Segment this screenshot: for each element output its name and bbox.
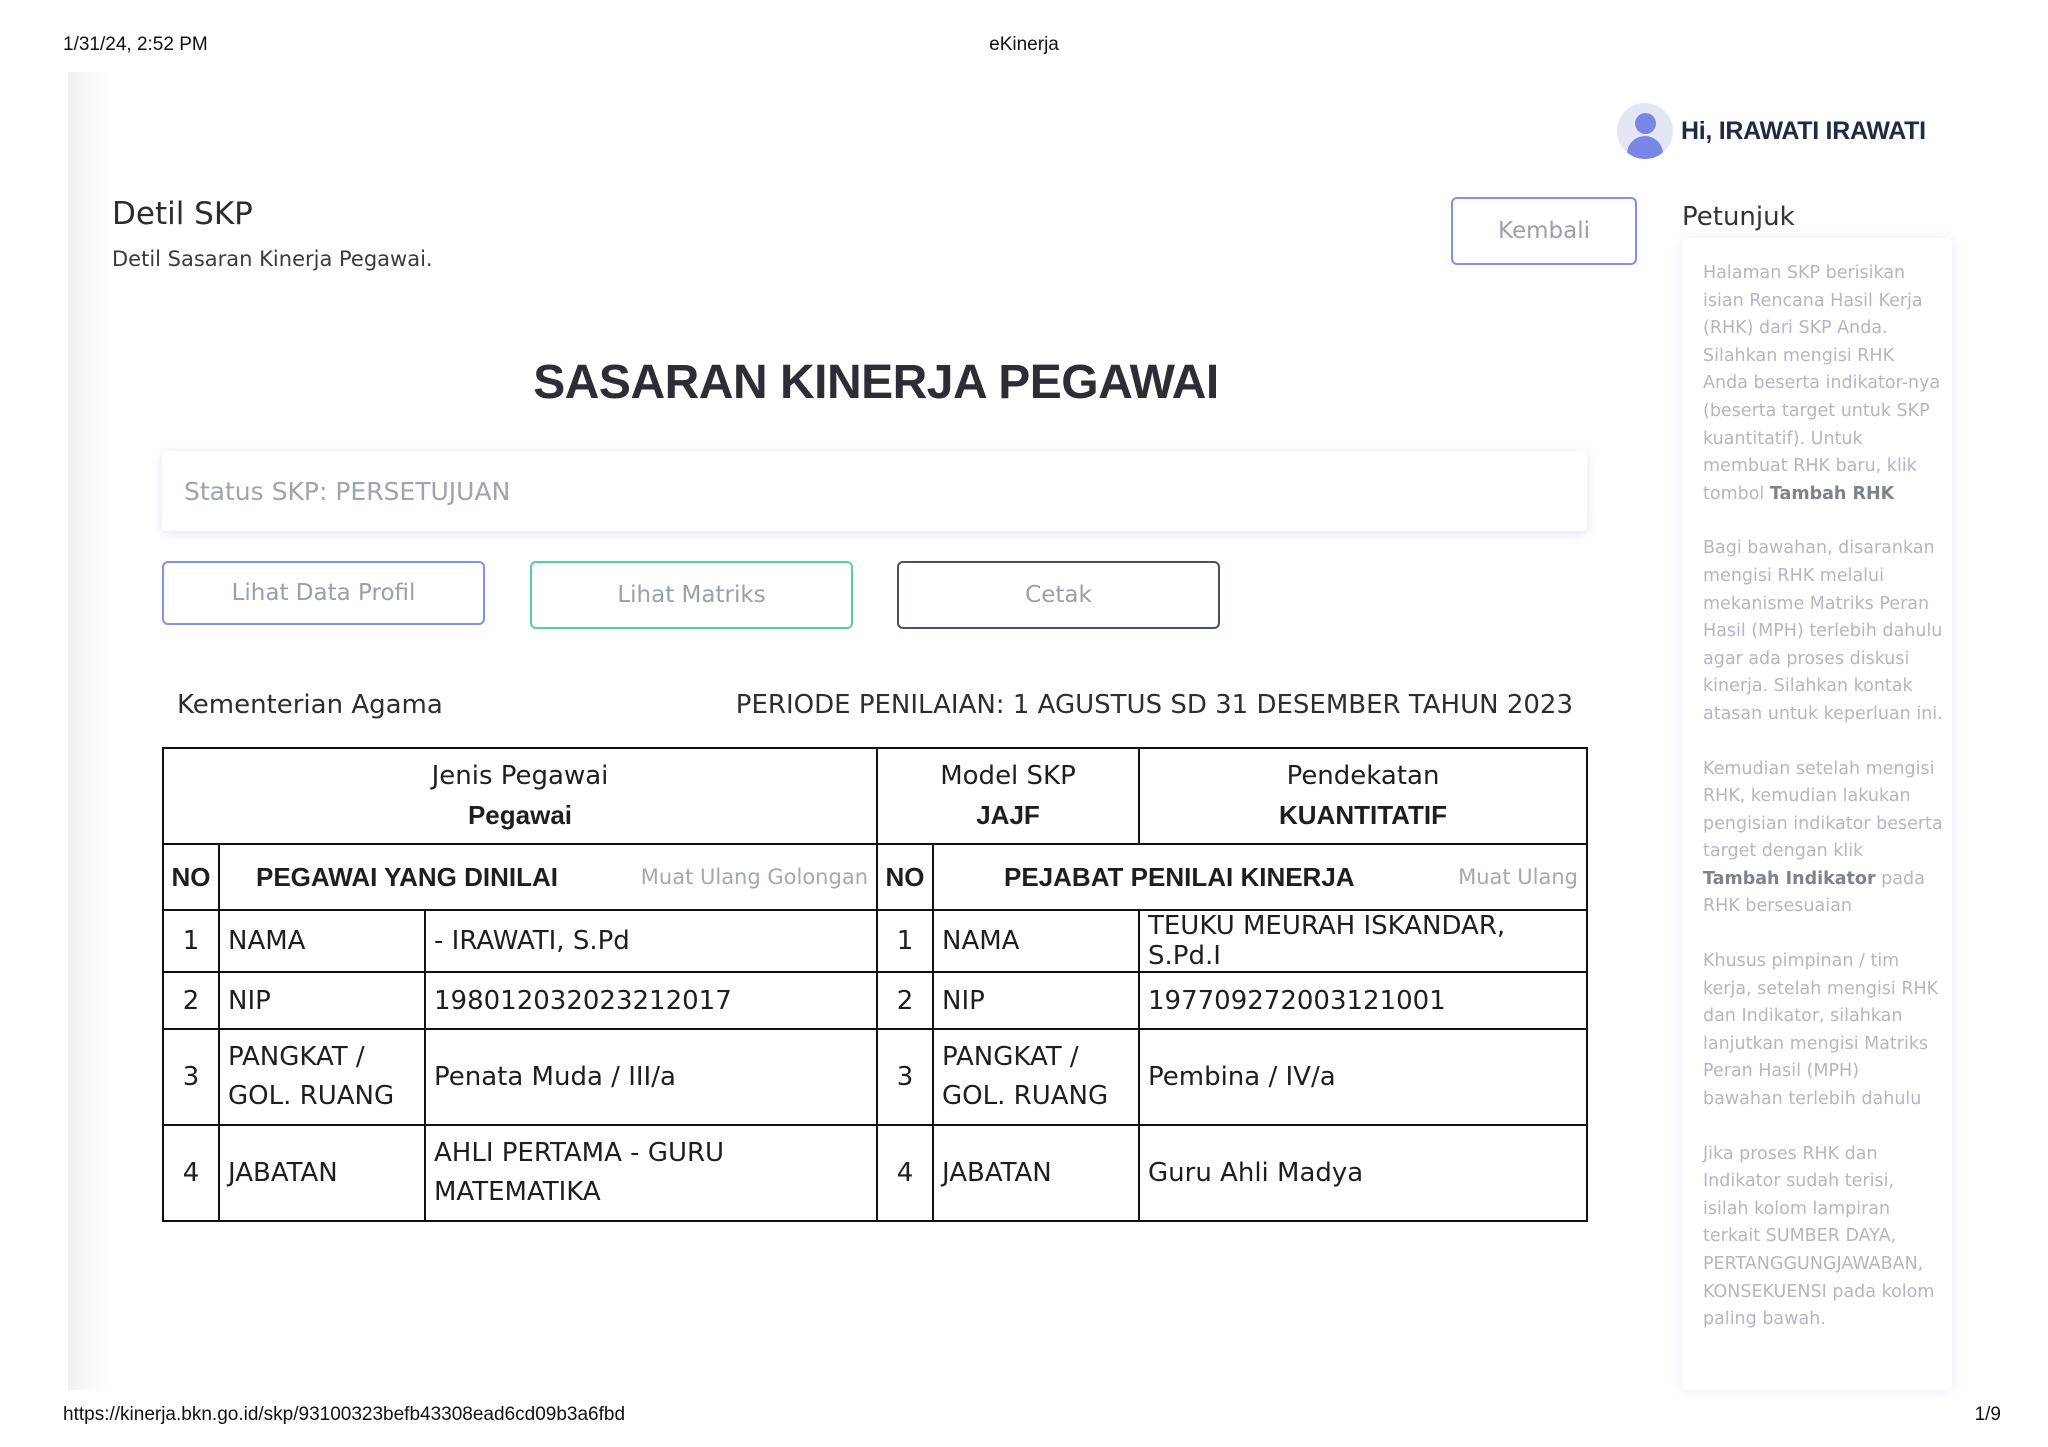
penilai-value: TEUKU MEURAH ISKANDAR, S.Pd.I [1139, 910, 1587, 972]
penilai-value: Pembina / IV/a [1139, 1029, 1587, 1125]
page-title: Detil SKP [112, 196, 253, 232]
table-row [163, 910, 1587, 972]
petunjuk-body [1703, 260, 1943, 1361]
no-header: NO [163, 844, 219, 910]
pendekatan-cell [1139, 748, 1587, 844]
print-date: 1/31/24, 2:52 PM [63, 34, 208, 55]
row-number: 2 [163, 972, 219, 1029]
model-skp-label: Model SKP [940, 761, 1076, 791]
user-menu[interactable] [1617, 103, 1926, 159]
penilai-header: PEJABAT PENILAI KINERJA [1004, 861, 1355, 892]
lihat-data-profil-button[interactable]: Lihat Data Profil [162, 561, 485, 625]
pendekatan-value: KUANTITATIF [1279, 800, 1447, 830]
muat-ulang-golongan-link[interactable]: Muat Ulang Golongan [640, 865, 868, 889]
jenis-pegawai-label: Jenis Pegawai [431, 761, 609, 791]
penilai-value: 197709272003121001 [1139, 972, 1587, 1029]
petunjuk-paragraph [1703, 260, 1943, 508]
petunjuk-text: Kemudian setelah mengisi RHK, kemudian lakukan pengisian indikator beserta target dengan klik [1703, 758, 1943, 862]
print-page-number: 1/9 [1974, 1404, 2001, 1425]
row-number: 4 [163, 1125, 219, 1221]
petunjuk-paragraph: Jika proses RHK dan Indikator sudah terisi, isilah kolom lampiran terkait SUMBER DAYA, PERTANGGUNGJAWABAN, KONSEKUENSI pada kolom paling bawah. [1703, 1143, 1935, 1330]
print-title: eKinerja [989, 34, 1059, 55]
user-greeting: Hi, IRAWATI IRAWATI [1681, 116, 1926, 145]
page-subtitle: Detil Sasaran Kinerja Pegawai. [112, 247, 433, 271]
table-row [163, 972, 1587, 1029]
row-number: 2 [877, 972, 933, 1029]
skp-table [162, 747, 1588, 1222]
row-number: 1 [877, 910, 933, 972]
row-label: JABATAN [933, 1125, 1139, 1221]
jenis-pegawai-value: Pegawai [467, 800, 573, 830]
model-skp-value: JAJF [976, 800, 1040, 830]
model-skp-cell [877, 748, 1139, 844]
pegawai-value: - IRAWATI, S.Pd [425, 910, 877, 972]
row-label: NAMA [933, 910, 1139, 972]
pegawai-value: AHLI PERTAMA - GURU MATEMATIKA [425, 1125, 877, 1221]
petunjuk-text: Halaman SKP berisikan isian Rencana Hasil Kerja (RHK) dari SKP Anda. Silahkan mengisi RHK Anda beserta indikator-nya (beserta target untuk SKP kuantitatif). Untuk membuat RHK baru, klik tombol [1703, 263, 1941, 504]
periode-penilaian: PERIODE PENILAIAN: 1 AGUSTUS SD 31 DESEMBER TAHUN 2023 [735, 690, 1573, 720]
petunjuk-paragraph: Bagi bawahan, disarankan mengisi RHK melalui mekanisme Matriks Peran Hasil (MPH) terlebih dahulu agar ada proses diskusi kinerja. Silahkan kontak atasan untuk keperluan ini. [1703, 538, 1943, 724]
pegawai-value: 198012032023212017 [425, 972, 877, 1029]
info-row [163, 748, 1587, 844]
row-label: NIP [219, 972, 425, 1029]
jenis-pegawai-cell [163, 748, 877, 844]
muat-ulang-link[interactable]: Muat Ulang [1458, 865, 1578, 889]
petunjuk-text: pada RHK bersesuaian [1703, 868, 1925, 917]
row-label: JABATAN [219, 1125, 425, 1221]
status-skp: Status SKP: PERSETUJUAN [162, 451, 1587, 531]
row-number: 3 [163, 1029, 219, 1125]
petunjuk-emphasis: Tambah RHK [1769, 483, 1895, 504]
pegawai-header-cell [219, 844, 877, 910]
row-label: NIP [933, 972, 1139, 1029]
user-avatar-icon [1617, 103, 1673, 159]
petunjuk-paragraph: Khusus pimpinan / tim kerja, setelah mengisi RHK dan Indikator, silahkan lanjutkan mengisi Matriks Peran Hasil (MPH) bawahan terlebih dahulu [1703, 951, 1939, 1110]
sidebar-shadow [68, 72, 113, 1390]
row-number: 1 [163, 910, 219, 972]
back-button[interactable]: Kembali [1451, 197, 1637, 265]
table-row [163, 1125, 1587, 1221]
row-label: PANGKAT / GOL. RUANG [933, 1029, 1139, 1125]
petunjuk-emphasis: Tambah Indikator [1703, 868, 1876, 889]
print-url: https://kinerja.bkn.go.id/skp/93100323befb43308ead6cd09b3a6fbd [63, 1404, 626, 1425]
table-row [163, 1029, 1587, 1125]
penilai-value: Guru Ahli Madya [1139, 1125, 1587, 1221]
pendekatan-label: Pendekatan [1286, 761, 1440, 791]
row-label: NAMA [219, 910, 425, 972]
lihat-matriks-button[interactable]: Lihat Matriks [530, 561, 853, 629]
cetak-button[interactable]: Cetak [897, 561, 1220, 629]
row-number: 3 [877, 1029, 933, 1125]
row-number: 4 [877, 1125, 933, 1221]
skp-main-title: SASARAN KINERJA PEGAWAI [533, 356, 1219, 409]
pegawai-value: Penata Muda / III/a [425, 1029, 877, 1125]
penilai-header-cell [933, 844, 1587, 910]
petunjuk-title: Petunjuk [1682, 202, 1795, 232]
row-label: PANGKAT / GOL. RUANG [219, 1029, 425, 1125]
table-header-row [163, 844, 1587, 910]
organization-name: Kementerian Agama [177, 690, 443, 720]
petunjuk-paragraph [1703, 756, 1943, 922]
no-header: NO [877, 844, 933, 910]
pegawai-header: PEGAWAI YANG DINILAI [256, 861, 558, 892]
